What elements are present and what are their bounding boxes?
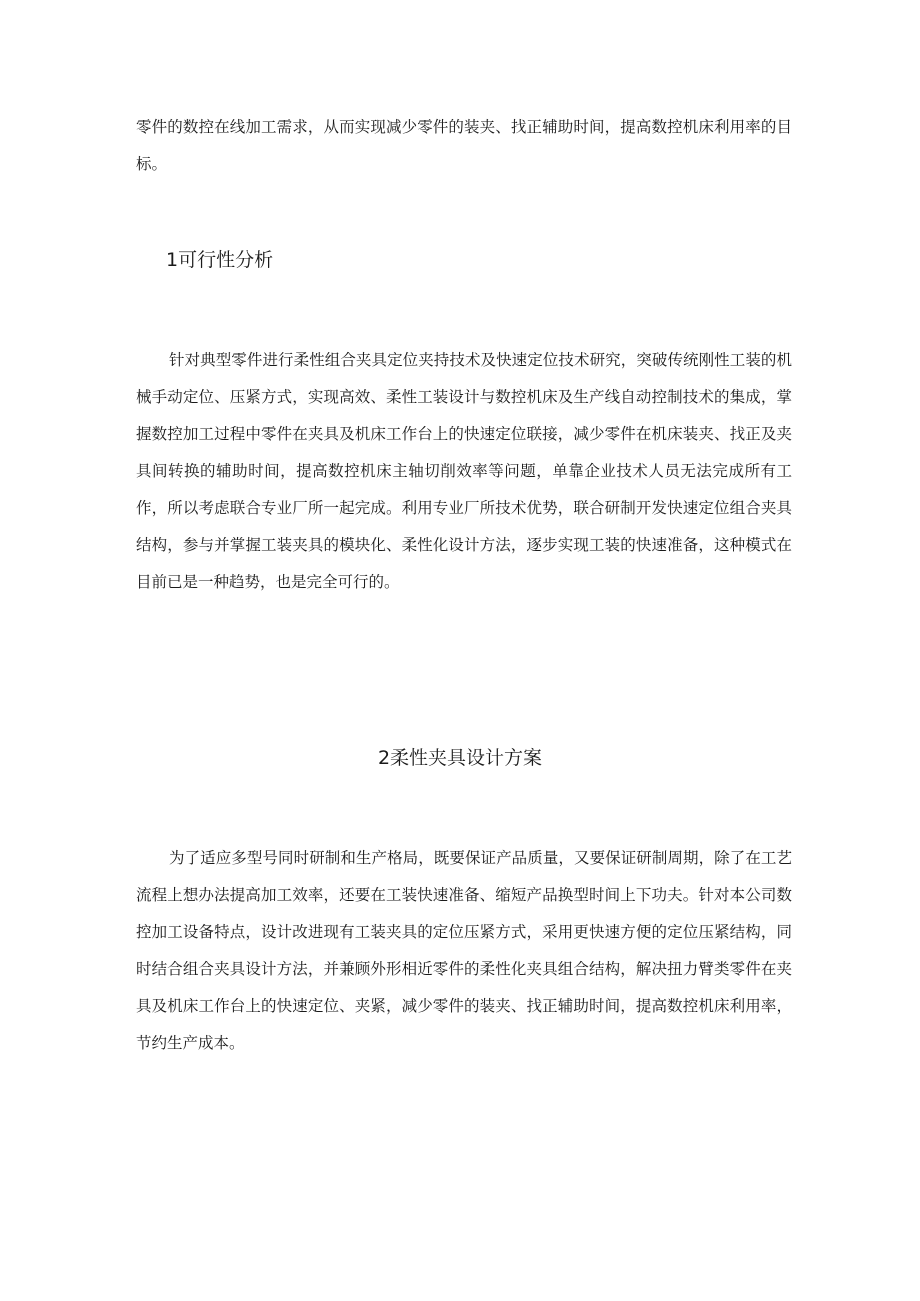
fixture-design-paragraph: 为了适应多型号同时研制和生产格局，既要保证产品质量，又要保证研制周期，除了在工艺流程上想办法提高加工效率，还要在工装快速准备、缩短产品换型时间上下功夫。针对本公司数控加工设备特点，设计改进现有工装夹具的定位压紧方式，采用更快速方便的定位压紧结构，同时结合组合夹具设计方法，并兼顾外形相近零件的柔性化夹具组合结构，解决扭力臂类零件在夹具及机床工作台上的快速定位、夹紧，减少零件的装夹、找正辅助时间，提高数控机床利用率，节约生产成本。 — [136, 849, 792, 1052]
section-heading-fixture-design: 2柔性夹具设计方案 — [377, 747, 543, 769]
intro-paragraph: 零件的数控在线加工需求，从而实现减少零件的装夹、找正辅助时间，提高数控机床利用率的目标。 — [136, 118, 792, 173]
feasibility-paragraph: 针对典型零件进行柔性组合夹具定位夹持技术及快速定位技术研究，突破传统刚性工装的机械手动定位、压紧方式，实现高效、柔性工装设计与数控机床及生产线自动控制技术的集成，掌握数控加工过程中零件在夹具及机床工作台上的快速定位联接，减少零件在机床装夹、找正及夹具间转换的辅助时间，提高数控机床主轴切削效率等问题，单靠企业技术人员无法完成所有工作，所以考虑联合专业厂所一起完成。利用专业厂所技术优势，联合研制开发快速定位组合夹具结构，参与并掌握工装夹具的模块化、柔性化设计方法，逐步实现工装的快速准备，这种模式在目前已是一种趋势，也是完全可行的。 — [136, 351, 792, 591]
section-heading-feasibility: 1可行性分析 — [166, 249, 274, 271]
